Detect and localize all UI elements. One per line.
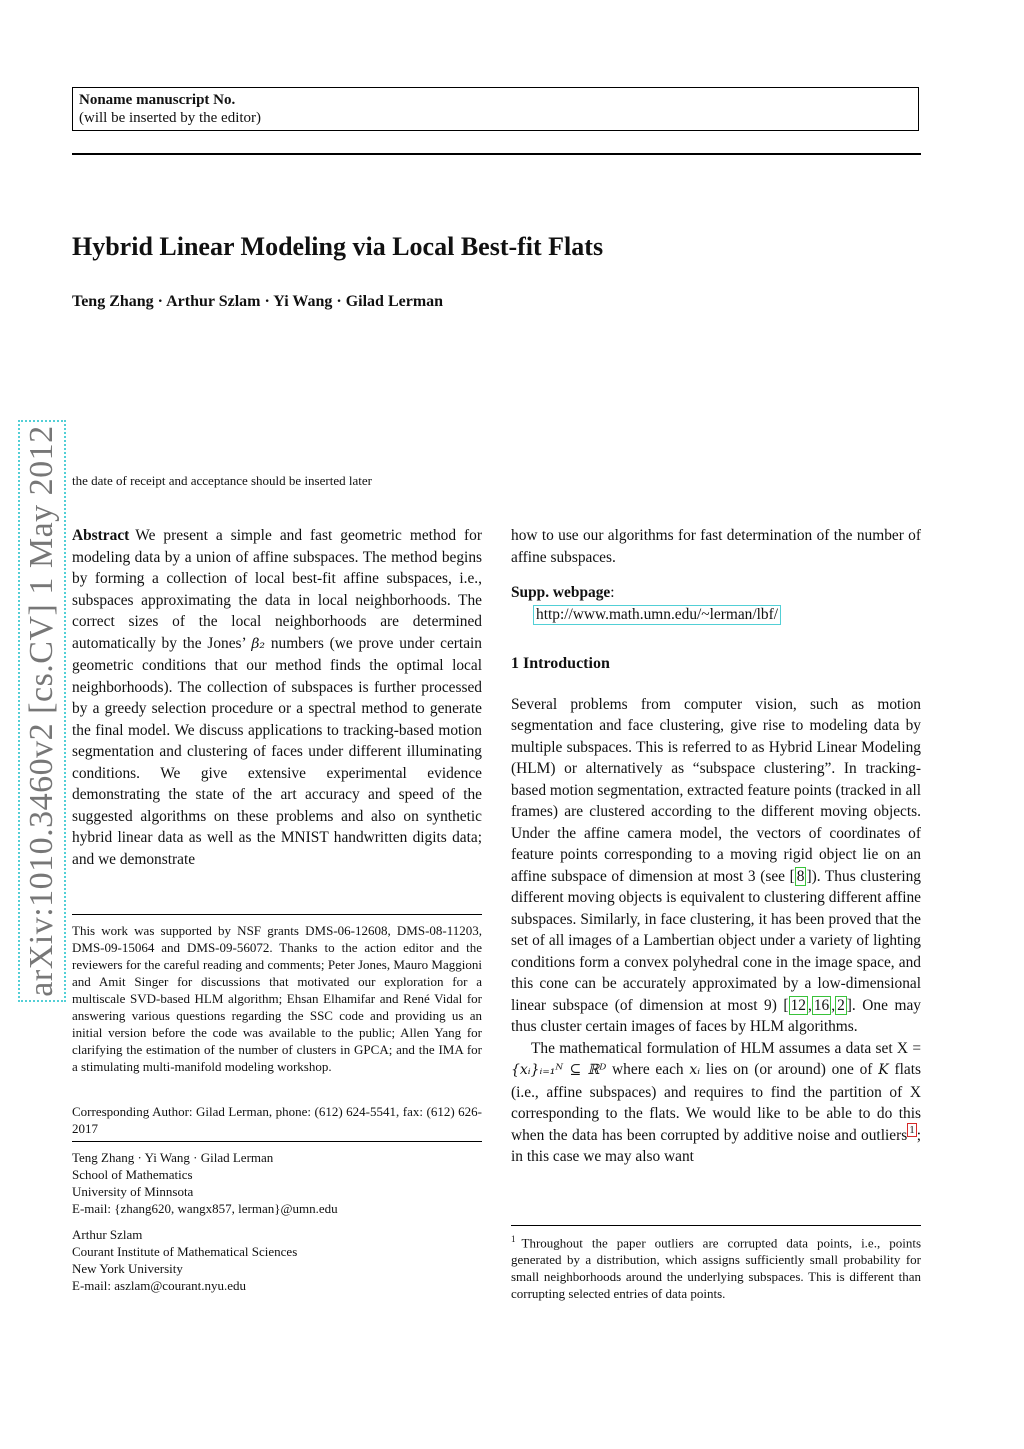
- corresponding-author: Corresponding Author: Gilad Lerman, phone: (612) 624-5541, fax: (612) 626-2017: [72, 1104, 482, 1136]
- citation-link[interactable]: 12: [790, 996, 806, 1014]
- affiliation-line: University of Minnsota: [72, 1184, 194, 1199]
- math-k: K: [878, 1062, 889, 1078]
- citation-link[interactable]: 2: [837, 996, 845, 1014]
- abstract-continuation: how to use our algorithms for fast determination of the number of affine subspaces.: [511, 527, 921, 566]
- supp-webpage-link[interactable]: http://www.math.umn.edu/~lerman/lbf/: [533, 605, 781, 625]
- citation-link[interactable]: 8: [796, 867, 805, 885]
- affiliation-line: Arthur Szlam: [72, 1227, 143, 1242]
- affiliation-divider: [72, 1141, 482, 1142]
- footnote-outliers: [511, 1231, 921, 1302]
- funding-footnote: This work was supported by NSF grants DMS-06-12608, DMS-08-11203, DMS-09-15064 and DMS-09-56072. Thanks to the action editor and the reviewers for the careful reading and comments; Peter Jones, Mauro Maggioni and Amit Singer for discussions that motivated our exploration for a multiscale SVD-based HLM algorithm; Ehsan Elhamifar and René Vidal for answering various questions regarding the SSC code and providing us an initial version before the code was available to the public; Allen Yang for clarifying the estimation of the number of clusters in GPCA; and the IMA for a stimulating multi-manifold modeling workshop.: [72, 923, 482, 1074]
- footnote-number: 1: [511, 1234, 516, 1244]
- affiliation-email: E-mail: {zhang620, wangx857, lerman}@umn.edu: [72, 1201, 338, 1216]
- abstract-block: [72, 525, 482, 870]
- supp-webpage-line: [511, 582, 921, 604]
- manuscript-box: [72, 87, 919, 131]
- intro-text: The mathematical formulation of HLM assumes a data set X =: [531, 1039, 921, 1057]
- footnote-ref-link[interactable]: 1: [909, 1124, 915, 1137]
- section-heading-introduction: 1 Introduction: [511, 655, 610, 672]
- manuscript-label: Noname manuscript No.: [79, 92, 236, 108]
- affiliation-line: Teng Zhang · Yi Wang · Gilad Lerman: [72, 1150, 274, 1165]
- footnote-divider-left: [72, 914, 482, 915]
- intro-text: ]). Thus clustering different moving objects is equivalent to clustering different affine subspaces. Similarly, in face clustering, it has been proved that the set of all images of a Lambertian object under a variety of lighting conditions form a convex polyhedral cone in the image space, and this cone can be accurately approximated by a low-dimensional linear subspace (of dimension at most 9) [: [511, 867, 921, 1014]
- intro-text: lies on (or around) one of: [700, 1061, 879, 1078]
- abstract-label: Abstract: [72, 527, 130, 544]
- intro-paragraph-1: Several problems from computer vision, such as motion segmentation and face clustering, give rise to modeling data by multiple subspaces. This is referred to as Hybrid Linear Modeling (HLM) or alternatively as “subspace clustering”. In tracking-based motion segmentation, extracted feature points (tracked in all frames) are clustered according to the different moving objects. Under the affine camera model, the vectors of coordinates of feature points corresponding to a moving rigid object lie on an affine subspace of dimension at most 3 (see [ 8 ]). Thus clustering different moving objects is equivalent to clustering different affine subspaces. Similarly, in face clustering, it has been proved that the set of all images of a Lambertian object under a variety of lighting conditions form a convex polyhedral cone in the image space, and this cone can be accurately approximated by a low-dimensional linear subspace (of dimension at most 9) [ 12 , 16 , 2 ]. One may thus cluster certain images of faces by HLM algorithms.: [511, 695, 921, 1035]
- affiliation-line: New York University: [72, 1261, 183, 1276]
- intro-text: ; in this case we may also want: [511, 1126, 921, 1165]
- footnote-divider-right: [511, 1225, 921, 1226]
- affiliation-block-1: [72, 1149, 482, 1217]
- intro-text: flats (i.e., affine subspaces) and requires to find the partition of X corresponding to the flats. We would like to be able to do this when the data has been corrupted by additive noise and outliers: [511, 1061, 921, 1144]
- arxiv-stamp-link[interactable]: [18, 420, 66, 1002]
- affiliation-line: School of Mathematics: [72, 1167, 193, 1182]
- beta-symbol: β₂: [251, 635, 266, 652]
- affiliation-email: E-mail: aszlam@courant.nyu.edu: [72, 1278, 247, 1293]
- intro-text: ]. One may thus cluster certain images of faces by HLM algorithms.: [511, 996, 921, 1035]
- affiliation-line: Courant Institute of Mathematical Sciences: [72, 1244, 298, 1259]
- header-rule: [72, 153, 921, 155]
- received-note: the date of receipt and acceptance should be inserted later: [72, 473, 372, 488]
- author-list: Teng Zhang · Arthur Szlam · Yi Wang · Gilad Lerman: [72, 293, 444, 310]
- right-column: [511, 525, 921, 1168]
- math-xi: xᵢ: [689, 1062, 701, 1078]
- abstract-text-1: We present a simple and fast geometric method for modeling data by a union of affine subspaces. The method begins by forming a collection of local best-fit affine subspaces, i.e., subspaces approximating the data in local neighborhoods. The correct sizes of the local neighborhoods are determined automatically by the Jones’: [72, 527, 482, 652]
- intro-text: Several problems from computer vision, such as motion segmentation and face clustering, give rise to modeling data by multiple subspaces. This is referred to as Hybrid Linear Modeling (HLM) or alternatively as “subspace clustering”. In tracking-based motion segmentation, extracted feature points (tracked in all frames) are clustered according to the different moving objects. Under the affine camera model, the vectors of coordinates of feature points corresponding to a moving rigid object lie on an affine subspace of dimension at most 3 (see [: [511, 695, 921, 885]
- supp-label: Supp. webpage: [511, 584, 611, 601]
- supp-colon: :: [610, 584, 615, 601]
- abstract-text-2: numbers (we prove under certain geometric conditions that our method finds the optimal local neighborhoods). The collection of subspaces is further processed by a greedy selection procedure or a spectral method to generate the final model. We discuss applications to tracking-based motion segmentation and clustering of faces under different illuminating conditions. We give extensive experimental evidence demonstrating the state of the art accuracy and speed of the suggested algorithms on these problems and also on synthetic hybrid linear data as well as the MNIST handwritten digits data; and we demonstrate: [72, 634, 483, 868]
- citation-link[interactable]: 16: [813, 996, 830, 1014]
- paper-title: Hybrid Linear Modeling via Local Best-fit Flats: [72, 232, 604, 261]
- intro-paragraph-2: [511, 1038, 921, 1168]
- intro-text: where each: [606, 1061, 690, 1078]
- footnote-text: Throughout the paper outliers are corrupted data points, i.e., points generated by a distribution, which assigns sufficiently small probability for small neighborhoods around the underlying subspaces. This is different than corrupting selected entries of data points.: [511, 1235, 921, 1302]
- manuscript-sub: (will be inserted by the editor): [79, 110, 262, 126]
- math-dataset: {xᵢ}ᵢ₌₁ᴺ ⊆ ℝᴰ: [511, 1062, 607, 1078]
- arxiv-stamp-text: arXiv:1010.3460v2 [cs.CV] 1 May 2012: [23, 425, 60, 997]
- affiliation-block-2: [72, 1226, 482, 1294]
